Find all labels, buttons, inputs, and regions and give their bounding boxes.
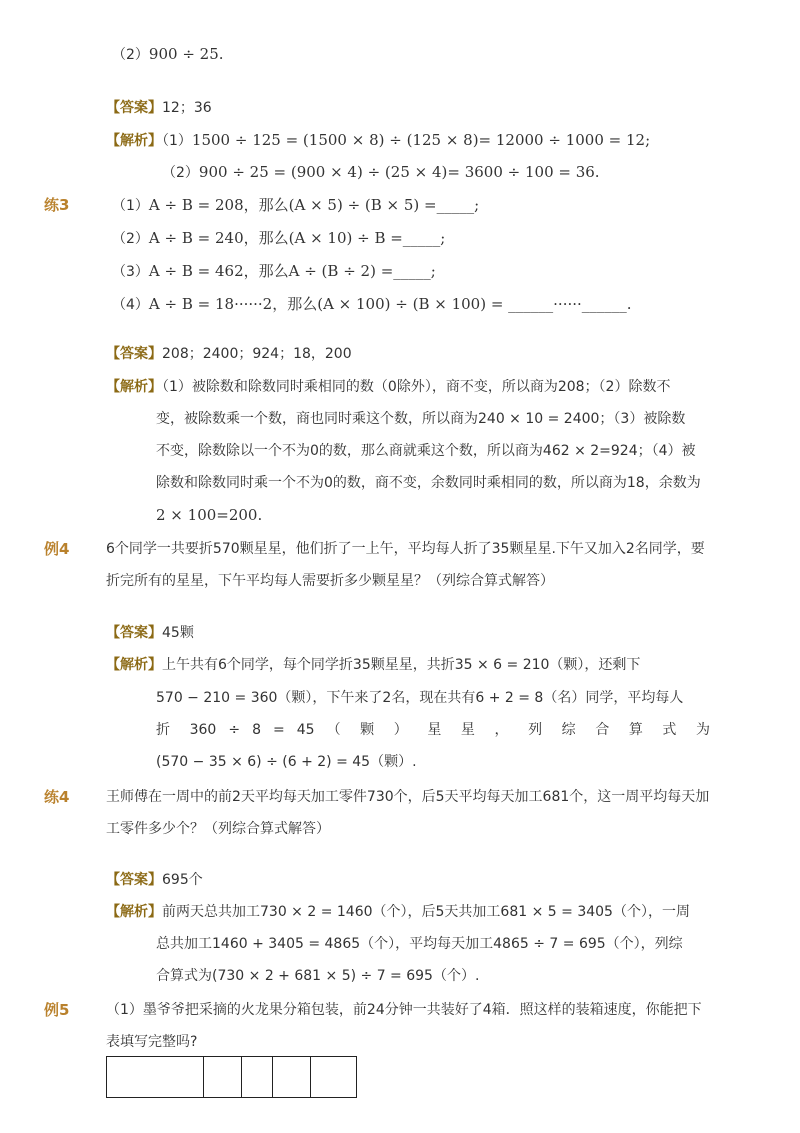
- table-cell[interactable]: [311, 1057, 357, 1098]
- table-cell[interactable]: [273, 1057, 311, 1098]
- lian4-analysis-line-3: 合算式为(730 × 2 + 681 × 5) ÷ 7 = 695（个）.: [156, 968, 480, 984]
- question-part-2: （2）900 ÷ 25.: [112, 45, 224, 63]
- table-cell[interactable]: [107, 1057, 204, 1098]
- li5-question-line-2: 表填写完整吗?: [106, 1034, 198, 1050]
- li4-analysis-line-4: (570 − 35 × 6) ÷ (6 + 2) = 45（颗）.: [156, 754, 417, 770]
- lian3-item-2: （2）A ÷ B = 240，那么(A × 10) ÷ B =_____;: [112, 229, 446, 247]
- lian4-answer: 【答案】695个: [106, 872, 203, 888]
- lian3-item-1: （1）A ÷ B = 208，那么(A × 5) ÷ (B × 5) =_____;: [112, 196, 480, 214]
- table-cell[interactable]: [242, 1057, 273, 1098]
- li4-analysis-line-3: 折 360 ÷ 8 = 45 （ 颗 ） 星 星 ， 列 综 合 算 式 为: [156, 722, 710, 738]
- example-label-li5: 例5: [44, 1001, 70, 1019]
- li4-answer: 【答案】45颗: [106, 625, 194, 641]
- lian3-item-4: （4）A ÷ B = 18······2，那么(A × 100) ÷ (B × 100) = ______······______.: [112, 295, 632, 313]
- li5-question-line-1: （1）墨爷爷把采摘的火龙果分箱包装，前24分钟一共装好了4箱．照这样的装箱速度，你能把下: [106, 1002, 702, 1018]
- lian3-analysis-line-1: 【解析】（1）被除数和除数同时乘相同的数（0除外），商不变，所以商为208；（2）除数不: [106, 379, 671, 395]
- table-cell[interactable]: [204, 1057, 242, 1098]
- lian4-analysis-line-1: 【解析】前两天总共加工730 × 2 = 1460（个），后5天共加工681 × 5 = 3405（个），一周: [106, 904, 690, 920]
- lian3-analysis-line-5: 2 × 100=200.: [156, 506, 263, 524]
- li4-question-line-1: 6个同学一共要折570颗星星，他们折了一上午，平均每人折了35颗星星.下午又加入2名同学，要: [106, 541, 705, 557]
- lian4-question-line-1: 王师傅在一周中的前2天平均每天加工零件730个，后5天平均每天加工681个，这一周平均每天加: [106, 789, 710, 805]
- lian4-analysis-line-2: 总共加工1460 + 3405 = 4865（个），平均每天加工4865 ÷ 7 = 695（个），列综: [156, 936, 683, 952]
- analysis-line-2: （2）900 ÷ 25 = (900 × 4) ÷ (25 × 4)= 3600 ÷ 100 = 36.: [162, 163, 600, 181]
- lian3-analysis-line-3: 不变，除数除以一个不为0的数，那么商就乘这个数，所以商为462 × 2=924；（4）被: [156, 443, 696, 459]
- lian3-analysis-line-4: 除数和除数同时乘一个不为0的数，商不变，余数同时乘相同的数，所以商为18，余数为: [156, 475, 701, 491]
- lian3-answer: 【答案】208；2400；924；18，200: [106, 346, 352, 362]
- fill-in-table: [106, 1056, 357, 1098]
- analysis-line-1: 【解析】（1）1500 ÷ 125 = (1500 × 8) ÷ (125 × 8)= 12000 ÷ 1000 = 12;: [106, 131, 651, 149]
- exercise-label-lian4: 练4: [44, 788, 70, 806]
- lian3-analysis-line-2: 变，被除数乘一个数，商也同时乘这个数，所以商为240 × 10 = 2400；（3）被除数: [156, 411, 686, 427]
- li4-question-line-2: 折完所有的星星，下午平均每人需要折多少颗星星？（列综合算式解答）: [106, 573, 554, 589]
- answer-line-1: 【答案】12；36: [106, 100, 212, 116]
- example-label-li4: 例4: [44, 540, 70, 558]
- table-row: [107, 1057, 357, 1098]
- lian3-item-3: （3）A ÷ B = 462，那么A ÷ (B ÷ 2) =_____;: [112, 262, 436, 280]
- exercise-label-lian3: 练3: [44, 196, 70, 214]
- lian4-question-line-2: 工零件多少个？（列综合算式解答）: [106, 821, 330, 837]
- li4-analysis-line-1: 【解析】上午共有6个同学，每个同学折35颗星星，共折35 × 6 = 210（颗），还剩下: [106, 657, 641, 673]
- li4-analysis-line-2: 570 − 210 = 360（颗），下午来了2名，现在共有6 + 2 = 8（名）同学，平均每人: [156, 690, 684, 706]
